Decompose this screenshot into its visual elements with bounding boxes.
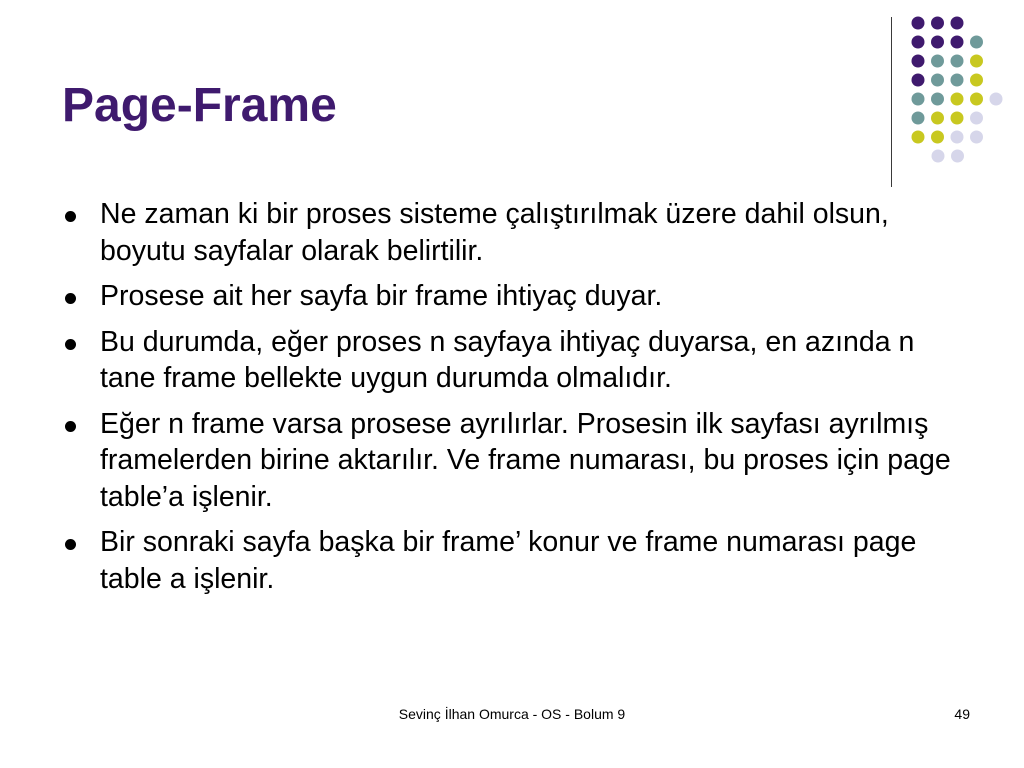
decorative-dot [931,17,944,30]
decorative-dot [970,93,983,106]
bullet-text: Bu durumda, eğer proses n sayfaya ihtiyaç duyarsa, en azında n tane frame bellekte uygun durumda olmalıdır. [100,325,915,394]
decorative-dot [912,112,925,125]
slide-title: Page-Frame [62,79,337,132]
bullet-text: Prosese ait her sayfa bir frame ihtiyaç duyar. [100,280,663,312]
bullet-item [62,196,962,269]
bullet-text: Eğer n frame varsa prosese ayrılırlar. Prosesin ilk sayfası ayrılmış framelerden birine aktarılır. Ve frame numarası, bu proses için page table’a işlenir. [100,407,951,513]
bullet-item [62,324,962,397]
decorative-dot [951,55,964,68]
decorative-dot [931,131,944,144]
bullet-dot-icon [65,539,76,550]
decorative-dot [970,131,983,144]
bullet-dot-icon [65,339,76,350]
page-number: 49 [954,706,970,722]
decorative-dot [951,93,964,106]
decorative-dot [990,93,1003,106]
decorative-dot [951,17,964,30]
decorative-dot [951,112,964,125]
decorative-dot [931,93,944,106]
bullet-dot-icon [65,421,76,432]
bullet-text: Bir sonraki sayfa başka bir frame’ konur ve frame numarası page table a işlenir. [100,526,917,595]
decorative-dot [912,55,925,68]
decorative-dot [970,55,983,68]
bullet-text: Ne zaman ki bir proses sisteme çalıştırılmak üzere dahil olsun, boyutu sayfalar olarak belirtilir. [100,198,889,267]
decorative-dot [951,74,964,87]
bullet-dot-icon [65,293,76,304]
bullet-list [62,196,962,606]
decorative-dot [932,150,945,163]
bullet-item [62,278,962,315]
decorative-dot [912,93,925,106]
bullet-item [62,524,962,597]
bullet-dot-icon [65,211,76,222]
vertical-divider-line [891,17,892,187]
decorative-dot [931,74,944,87]
decorative-dot [912,131,925,144]
decorative-dot [970,36,983,49]
decorative-dot [970,74,983,87]
decorative-dot [931,55,944,68]
decorative-dot [951,36,964,49]
decorative-dot [970,112,983,125]
decorative-dot [931,112,944,125]
decorative-dot [931,36,944,49]
slide-footer: Sevinç İlhan Omurca - OS - Bolum 9 [398,706,626,722]
decorative-dot [912,17,925,30]
decorative-dot [951,131,964,144]
bullet-item [62,406,962,516]
decorative-dot [912,36,925,49]
decorative-dot [951,150,964,163]
decorative-dot [912,74,925,87]
